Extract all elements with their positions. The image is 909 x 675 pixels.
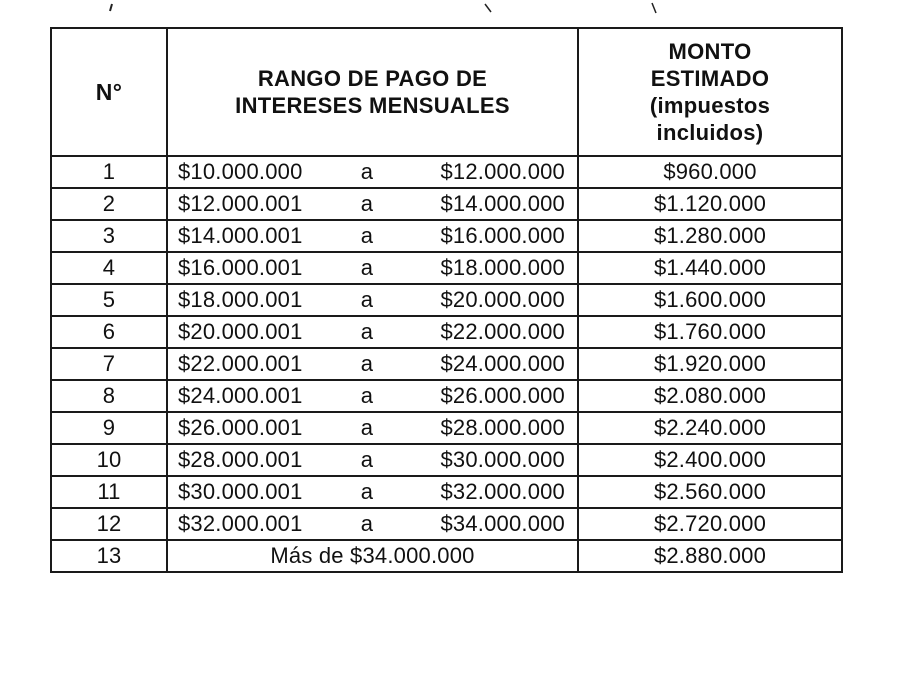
row-range xyxy=(167,348,578,380)
row-range-over: Más de $34.000.000 xyxy=(167,540,578,572)
header-range-line1: RANGO DE PAGO DE xyxy=(257,66,488,91)
table-row xyxy=(51,284,842,316)
row-number: 3 xyxy=(51,220,167,252)
table-row xyxy=(51,348,842,380)
range-from: $14.000.001 xyxy=(178,223,303,248)
range-to: $14.000.000 xyxy=(440,191,565,216)
range-to: $12.000.000 xyxy=(440,159,565,184)
row-range xyxy=(167,508,578,540)
row-amount: $1.120.000 xyxy=(578,188,842,220)
row-range xyxy=(167,316,578,348)
table-row xyxy=(51,188,842,220)
range-to: $26.000.000 xyxy=(440,383,565,408)
range-separator: a xyxy=(360,319,374,344)
range-to: $24.000.000 xyxy=(440,351,565,376)
row-range xyxy=(167,252,578,284)
row-number: 12 xyxy=(51,508,167,540)
table-row xyxy=(51,156,842,188)
header-amount-line1: MONTO xyxy=(668,39,752,64)
range-to: $28.000.000 xyxy=(440,415,565,440)
row-number: 2 xyxy=(51,188,167,220)
range-from: $28.000.001 xyxy=(178,447,303,472)
row-amount: $960.000 xyxy=(578,156,842,188)
header-number xyxy=(51,28,167,156)
row-range xyxy=(167,412,578,444)
interest-rate-table xyxy=(50,27,843,573)
range-separator: a xyxy=(360,511,374,536)
row-range xyxy=(167,380,578,412)
range-to: $18.000.000 xyxy=(440,255,565,280)
range-separator: a xyxy=(360,351,374,376)
table-row xyxy=(51,412,842,444)
row-number: 8 xyxy=(51,380,167,412)
range-to: $16.000.000 xyxy=(440,223,565,248)
range-separator: a xyxy=(360,383,374,408)
header-amount-line3: (impuestos xyxy=(649,93,771,118)
header-amount xyxy=(578,28,842,156)
row-number: 11 xyxy=(51,476,167,508)
row-amount: $2.560.000 xyxy=(578,476,842,508)
range-from: $22.000.001 xyxy=(178,351,303,376)
table-row xyxy=(51,380,842,412)
range-from: $18.000.001 xyxy=(178,287,303,312)
range-from: $30.000.001 xyxy=(178,479,303,504)
table-row xyxy=(51,444,842,476)
table-row xyxy=(51,252,842,284)
row-amount: $2.240.000 xyxy=(578,412,842,444)
header-number-text: N° xyxy=(95,78,123,105)
row-number: 6 xyxy=(51,316,167,348)
header-amount-line2: ESTIMADO xyxy=(650,66,770,91)
range-from: $10.000.000 xyxy=(178,159,303,184)
table-row xyxy=(51,476,842,508)
range-from: $16.000.001 xyxy=(178,255,303,280)
range-separator: a xyxy=(360,191,374,216)
range-to: $22.000.000 xyxy=(440,319,565,344)
table-row-last xyxy=(51,540,842,572)
range-from: $24.000.001 xyxy=(178,383,303,408)
row-amount: $2.080.000 xyxy=(578,380,842,412)
header-range xyxy=(167,28,578,156)
row-number: 1 xyxy=(51,156,167,188)
range-separator: a xyxy=(360,287,374,312)
range-separator: a xyxy=(360,159,374,184)
row-range xyxy=(167,444,578,476)
table-row xyxy=(51,508,842,540)
row-range xyxy=(167,156,578,188)
range-separator: a xyxy=(360,255,374,280)
table-row xyxy=(51,220,842,252)
row-range xyxy=(167,220,578,252)
row-range xyxy=(167,476,578,508)
row-amount: $1.760.000 xyxy=(578,316,842,348)
range-separator: a xyxy=(360,447,374,472)
row-amount: $2.880.000 xyxy=(578,540,842,572)
table-row xyxy=(51,316,842,348)
row-number: 5 xyxy=(51,284,167,316)
range-to: $20.000.000 xyxy=(440,287,565,312)
range-from: $20.000.001 xyxy=(178,319,303,344)
scan-artifacts xyxy=(0,0,909,30)
row-number: 9 xyxy=(51,412,167,444)
range-from: $32.000.001 xyxy=(178,511,303,536)
range-to: $30.000.000 xyxy=(440,447,565,472)
range-separator: a xyxy=(360,415,374,440)
header-row xyxy=(51,28,842,156)
range-separator: a xyxy=(360,479,374,504)
row-amount: $1.440.000 xyxy=(578,252,842,284)
range-to: $34.000.000 xyxy=(440,511,565,536)
row-number: 4 xyxy=(51,252,167,284)
row-number: 13 xyxy=(51,540,167,572)
row-range xyxy=(167,188,578,220)
row-amount: $1.920.000 xyxy=(578,348,842,380)
range-to: $32.000.000 xyxy=(440,479,565,504)
header-range-line2: INTERESES MENSUALES xyxy=(235,93,510,118)
row-amount: $1.280.000 xyxy=(578,220,842,252)
header-amount-line4: incluidos) xyxy=(656,120,764,145)
row-amount: $2.720.000 xyxy=(578,508,842,540)
row-number: 7 xyxy=(51,348,167,380)
row-range xyxy=(167,284,578,316)
range-from: $26.000.001 xyxy=(178,415,303,440)
range-from: $12.000.001 xyxy=(178,191,303,216)
row-amount: $1.600.000 xyxy=(578,284,842,316)
row-amount: $2.400.000 xyxy=(578,444,842,476)
range-separator: a xyxy=(360,223,374,248)
row-number: 10 xyxy=(51,444,167,476)
